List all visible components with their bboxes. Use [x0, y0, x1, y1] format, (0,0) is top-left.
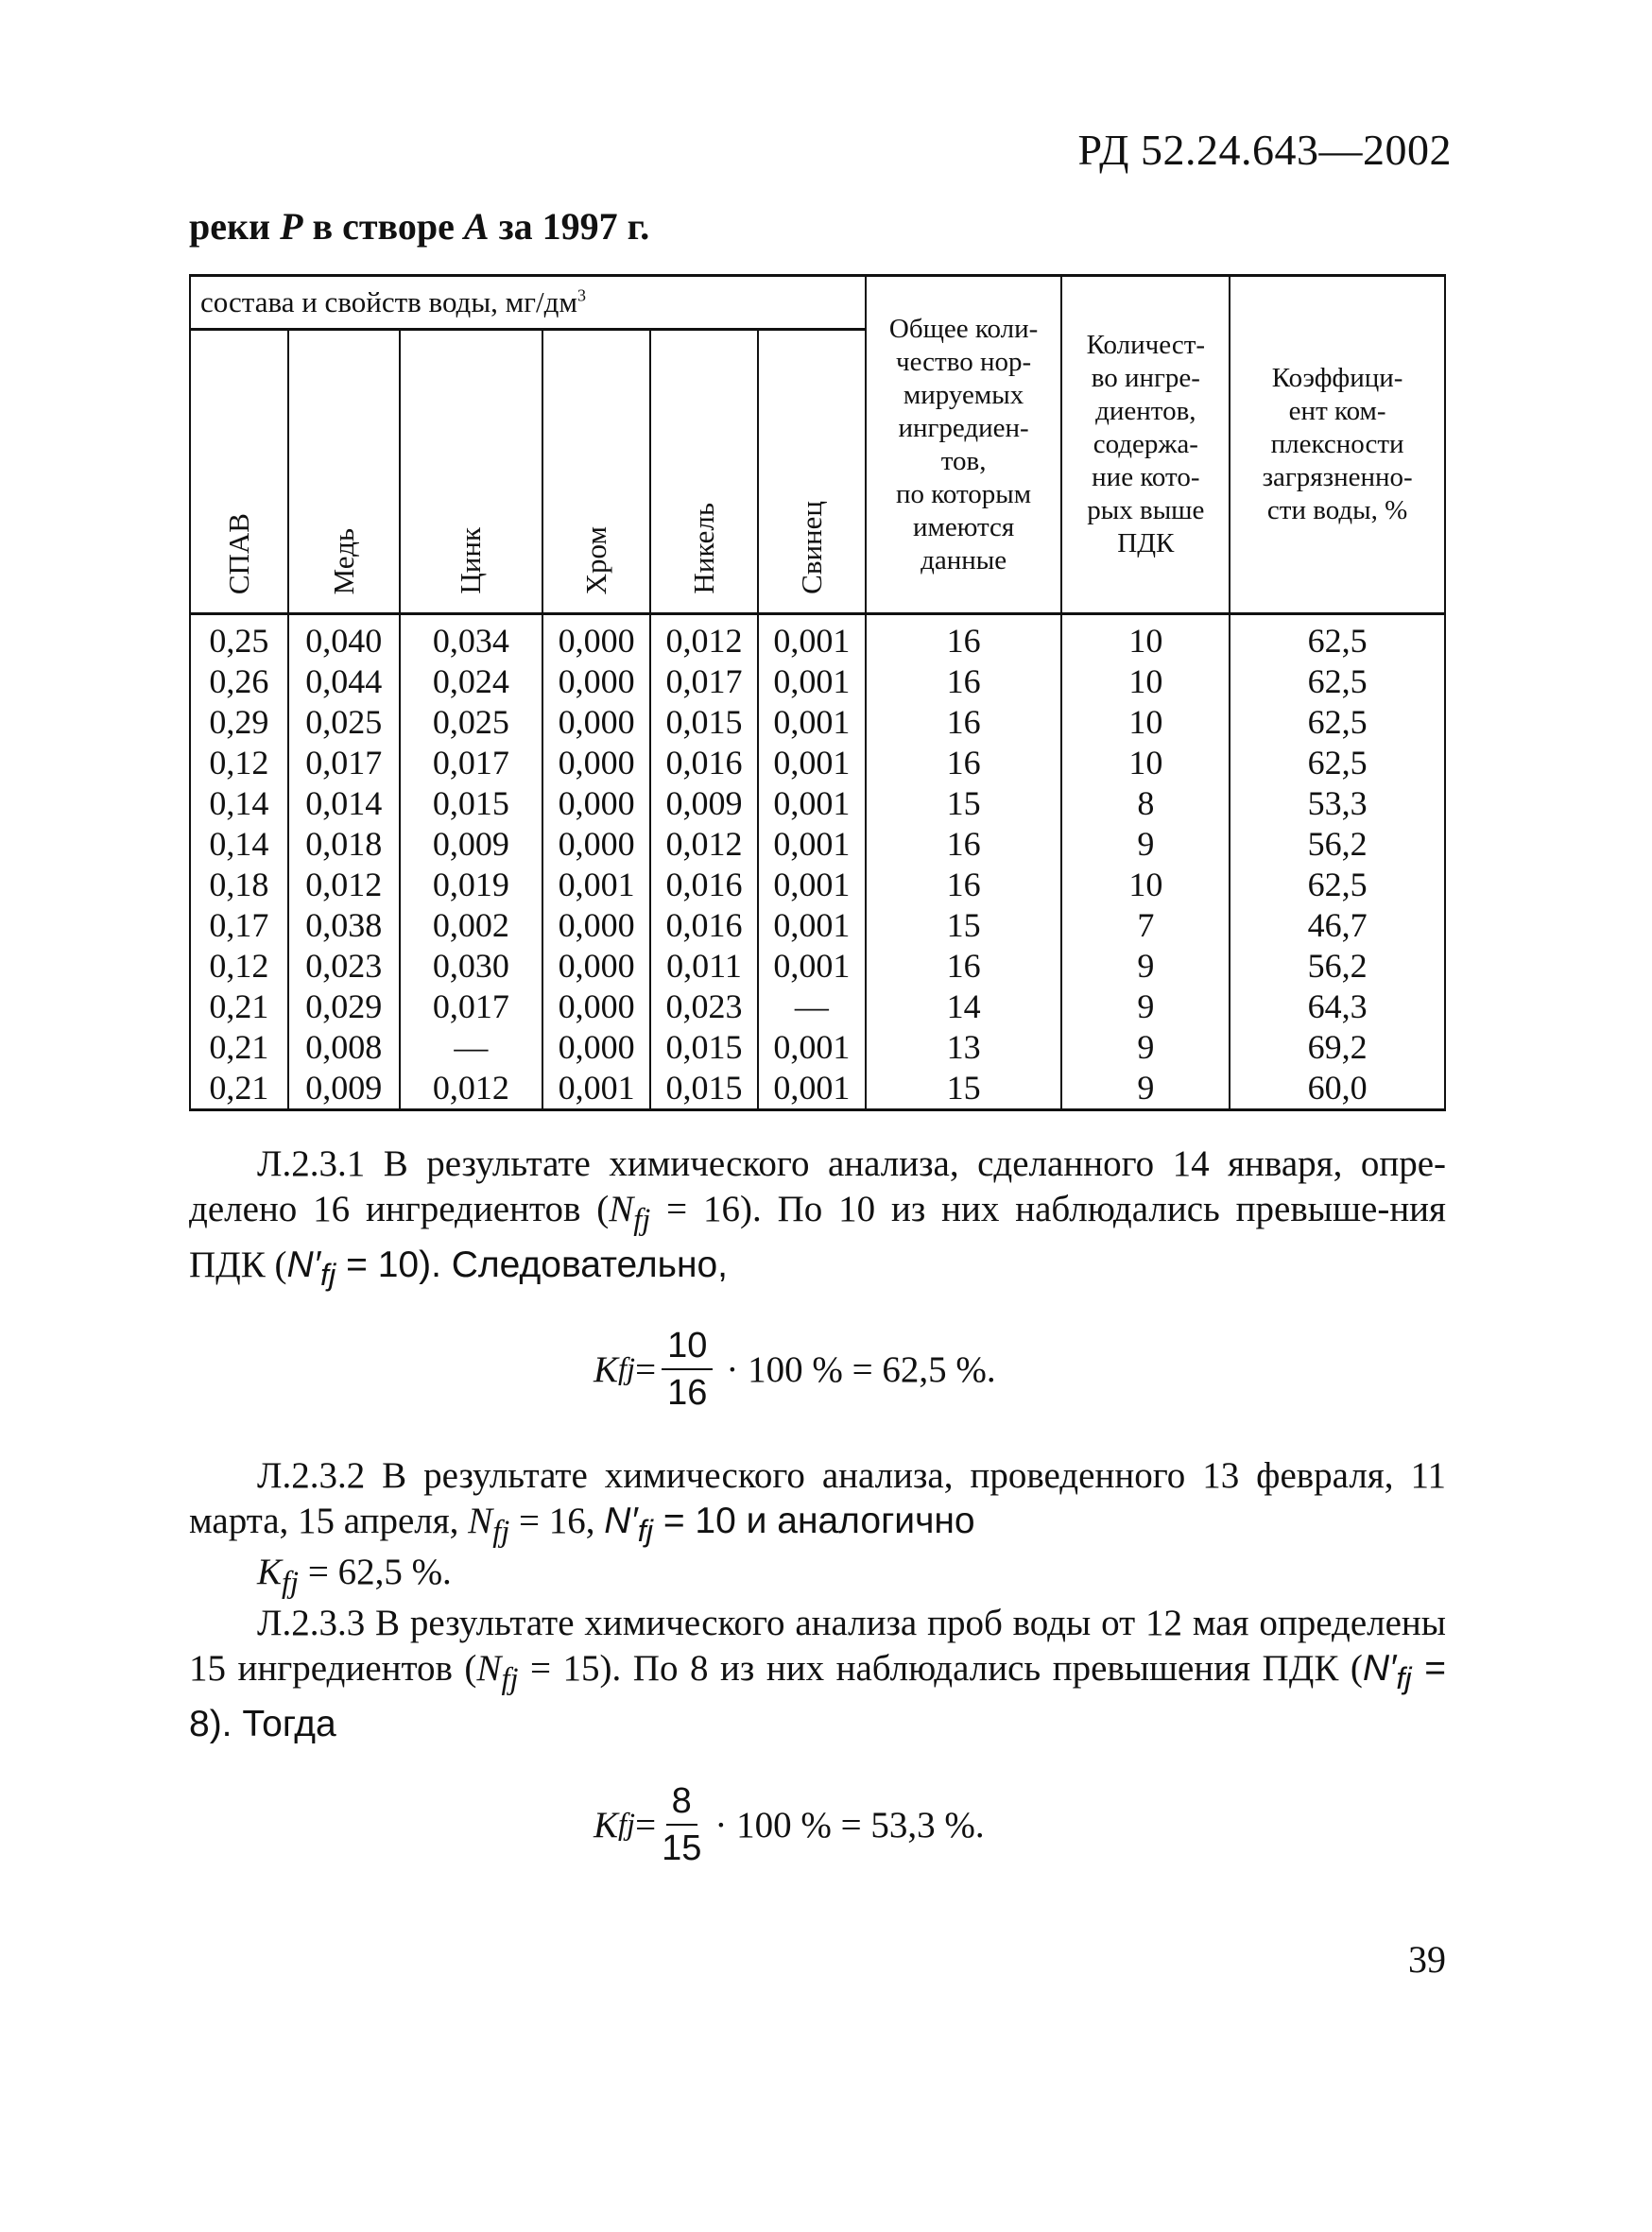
table-cell: 16 — [866, 824, 1062, 865]
table-cell: 64,3 — [1230, 987, 1445, 1027]
group-header: состава и свойств воды, $мг/дм^3$ — [190, 276, 866, 330]
table-cell: 0,038 — [288, 905, 400, 946]
header-above-limit: Количест- во ингре- диентов, содержа- ние кото- рых выше ПДК — [1061, 276, 1230, 614]
table-cell: 0,016 — [650, 905, 758, 946]
table-cell: 9 — [1061, 824, 1230, 865]
table-cell: 0,011 — [650, 946, 758, 987]
table-cell: 16 — [866, 661, 1062, 702]
table-cell: 0,044 — [288, 661, 400, 702]
formula-1: K fj = $\frac{10}{16}$ · 100 % = 62,5 %. — [594, 1326, 996, 1413]
table-cell: 8 — [1061, 783, 1230, 824]
table-cell: 0,001 — [758, 783, 866, 824]
header-coefficient: Коэффици- ент ком- плексности загрязненно- сти воды, % — [1230, 276, 1445, 614]
table-cell: 0,016 — [650, 865, 758, 905]
table-cell: 10 — [1061, 865, 1230, 905]
header-spav: СПАВ — [190, 330, 288, 614]
table-cell: 0,009 — [288, 1068, 400, 1110]
table-cell: 0,008 — [288, 1027, 400, 1068]
table-cell: 46,7 — [1230, 905, 1445, 946]
table-cell: 15 — [866, 1068, 1062, 1110]
table-cell: 0,015 — [650, 702, 758, 743]
caption-text: реки — [189, 205, 281, 248]
table-cell: 13 — [866, 1027, 1062, 1068]
caption-site: А — [463, 205, 490, 248]
table-cell: 10 — [1061, 661, 1230, 702]
table-cell: 0,002 — [400, 905, 543, 946]
table-cell: 16 — [866, 614, 1062, 662]
table-cell: 16 — [866, 865, 1062, 905]
table-cell: 0,012 — [400, 1068, 543, 1110]
table-cell: 0,12 — [190, 743, 288, 783]
table-cell: 0,001 — [758, 865, 866, 905]
table-cell: 0,18 — [190, 865, 288, 905]
table-cell: 0,025 — [400, 702, 543, 743]
header-zinc: Цинк — [400, 330, 543, 614]
table-cell: 0,001 — [758, 743, 866, 783]
table-cell: — — [758, 987, 866, 1027]
table-cell: 0,012 — [288, 865, 400, 905]
table-row — [190, 614, 1445, 662]
caption-text: в створе — [302, 205, 464, 248]
caption-text: за 1997 г. — [489, 205, 650, 248]
table-cell: 9 — [1061, 1027, 1230, 1068]
header-nickel: Никель — [650, 330, 758, 614]
table-cell: 0,000 — [542, 743, 650, 783]
table-cell: 0,019 — [400, 865, 543, 905]
table-cell: 0,017 — [400, 743, 543, 783]
table-cell: 0,17 — [190, 905, 288, 946]
paragraph-l232-result: $K_{fj} = 62,5$ %. — [257, 1552, 452, 1600]
table-cell: 62,5 — [1230, 661, 1445, 702]
table-cell: 10 — [1061, 614, 1230, 662]
table-row — [190, 824, 1445, 865]
header-copper: Медь — [288, 330, 400, 614]
table-cell: 0,012 — [650, 824, 758, 865]
table-cell: 10 — [1061, 702, 1230, 743]
table-cell: 0,001 — [542, 865, 650, 905]
table-cell: 0,000 — [542, 987, 650, 1027]
table-cell: 16 — [866, 743, 1062, 783]
table-cell: 0,21 — [190, 1068, 288, 1110]
table-cell: 62,5 — [1230, 865, 1445, 905]
table-cell: 0,024 — [400, 661, 543, 702]
formula-2: K fj = $\frac{8}{15}$ · 100 % = 53,3 %. — [594, 1781, 985, 1868]
table-cell: 0,009 — [650, 783, 758, 824]
table-cell: 0,26 — [190, 661, 288, 702]
paragraph-l231: Л.2.3.1 В результате химического анализа, сделанного 14 января, опре-делено 16 ингредиентов $(N_{fj} = 16)$. По 10 из них наблюдались превыше-ния ПДК $(N'_{fj} = 10)$. Следовательно, — [189, 1143, 1446, 1292]
table-cell: 0,030 — [400, 946, 543, 987]
table-cell: 15 — [866, 783, 1062, 824]
table-cell: 62,5 — [1230, 743, 1445, 783]
table-cell: 0,21 — [190, 987, 288, 1027]
table-cell: 9 — [1061, 1068, 1230, 1110]
header-total-ingredients: Общее коли- чество нор- мируемых ингредиен- тов, по которым имеются данные — [866, 276, 1062, 614]
table-cell: 9 — [1061, 987, 1230, 1027]
table-cell: 0,000 — [542, 1027, 650, 1068]
table-cell: 0,000 — [542, 905, 650, 946]
table-cell: 62,5 — [1230, 614, 1445, 662]
table-cell: 0,000 — [542, 824, 650, 865]
table-row — [190, 702, 1445, 743]
table-cell: 0,21 — [190, 1027, 288, 1068]
table-cell: 0,017 — [650, 661, 758, 702]
table-row — [190, 865, 1445, 905]
table-row — [190, 783, 1445, 824]
table-cell: 56,2 — [1230, 824, 1445, 865]
table-cell: 0,14 — [190, 824, 288, 865]
table-cell: 14 — [866, 987, 1062, 1027]
table-cell: 0,000 — [542, 702, 650, 743]
table-row — [190, 946, 1445, 987]
table-cell: 0,14 — [190, 783, 288, 824]
table-cell: 53,3 — [1230, 783, 1445, 824]
table-row — [190, 905, 1445, 946]
table-cell: 0,001 — [542, 1068, 650, 1110]
table-cell: 56,2 — [1230, 946, 1445, 987]
paragraph-l233: Л.2.3.3 В результате химического анализа проб воды от 12 мая определены 15 ингредиентов $(N_{fj} = 15)$. По 8 из них наблюдались превышения ПДК $(N'_{fj} = 8)$. Тогда — [189, 1603, 1446, 1744]
table-cell: 62,5 — [1230, 702, 1445, 743]
table-cell: 0,001 — [758, 1068, 866, 1110]
table-cell: 0,001 — [758, 946, 866, 987]
table-cell: 69,2 — [1230, 1027, 1445, 1068]
table-cell: 16 — [866, 946, 1062, 987]
table-cell: 0,016 — [650, 743, 758, 783]
table-cell: 0,017 — [400, 987, 543, 1027]
table-cell: 0,001 — [758, 614, 866, 662]
caption-river: Р — [280, 205, 303, 248]
table-cell: 0,029 — [288, 987, 400, 1027]
table-cell: 7 — [1061, 905, 1230, 946]
table-cell: 0,015 — [650, 1068, 758, 1110]
table-cell: 15 — [866, 905, 1062, 946]
table-row — [190, 743, 1445, 783]
table-cell: 0,000 — [542, 783, 650, 824]
table-caption — [189, 204, 649, 249]
table-cell: 0,014 — [288, 783, 400, 824]
table-cell: 0,001 — [758, 824, 866, 865]
table-cell: 0,12 — [190, 946, 288, 987]
table-cell: 0,000 — [542, 614, 650, 662]
table-cell: 0,015 — [650, 1027, 758, 1068]
table-cell: 0,015 — [400, 783, 543, 824]
table-cell: 0,018 — [288, 824, 400, 865]
table-cell: 0,25 — [190, 614, 288, 662]
table-cell: 0,001 — [758, 702, 866, 743]
table-cell: — — [400, 1027, 543, 1068]
table-row — [190, 987, 1445, 1027]
table-cell: 0,025 — [288, 702, 400, 743]
table-cell: 0,040 — [288, 614, 400, 662]
page-number: 39 — [1408, 1938, 1446, 1981]
table-cell: 0,001 — [758, 905, 866, 946]
header-chromium: Хром — [542, 330, 650, 614]
table-cell: 0,012 — [650, 614, 758, 662]
table-cell: 0,29 — [190, 702, 288, 743]
table-cell: 0,023 — [288, 946, 400, 987]
paragraph-l232: Л.2.3.2 В результате химического анализа, проведенного 13 февраля, 11 марта, 15 апреля, $N_{fj} = 16$, $N'_{fj} = 10$ и аналогично — [189, 1455, 1446, 1549]
table-cell: 16 — [866, 702, 1062, 743]
table-cell: 9 — [1061, 946, 1230, 987]
water-quality-table — [189, 274, 1446, 1111]
table-cell: 0,023 — [650, 987, 758, 1027]
table-row — [190, 1027, 1445, 1068]
table-row — [190, 1068, 1445, 1110]
header-lead: Свинец — [758, 330, 866, 614]
table-cell: 10 — [1061, 743, 1230, 783]
table-row — [190, 661, 1445, 702]
table-cell: 0,001 — [758, 1027, 866, 1068]
document-code: РД 52.24.643—2002 — [1077, 126, 1452, 174]
table-cell: 0,009 — [400, 824, 543, 865]
table-cell: 0,000 — [542, 661, 650, 702]
table-cell: 0,017 — [288, 743, 400, 783]
table-cell: 0,034 — [400, 614, 543, 662]
table-cell: 60,0 — [1230, 1068, 1445, 1110]
table-cell: 0,001 — [758, 661, 866, 702]
table-cell: 0,000 — [542, 946, 650, 987]
